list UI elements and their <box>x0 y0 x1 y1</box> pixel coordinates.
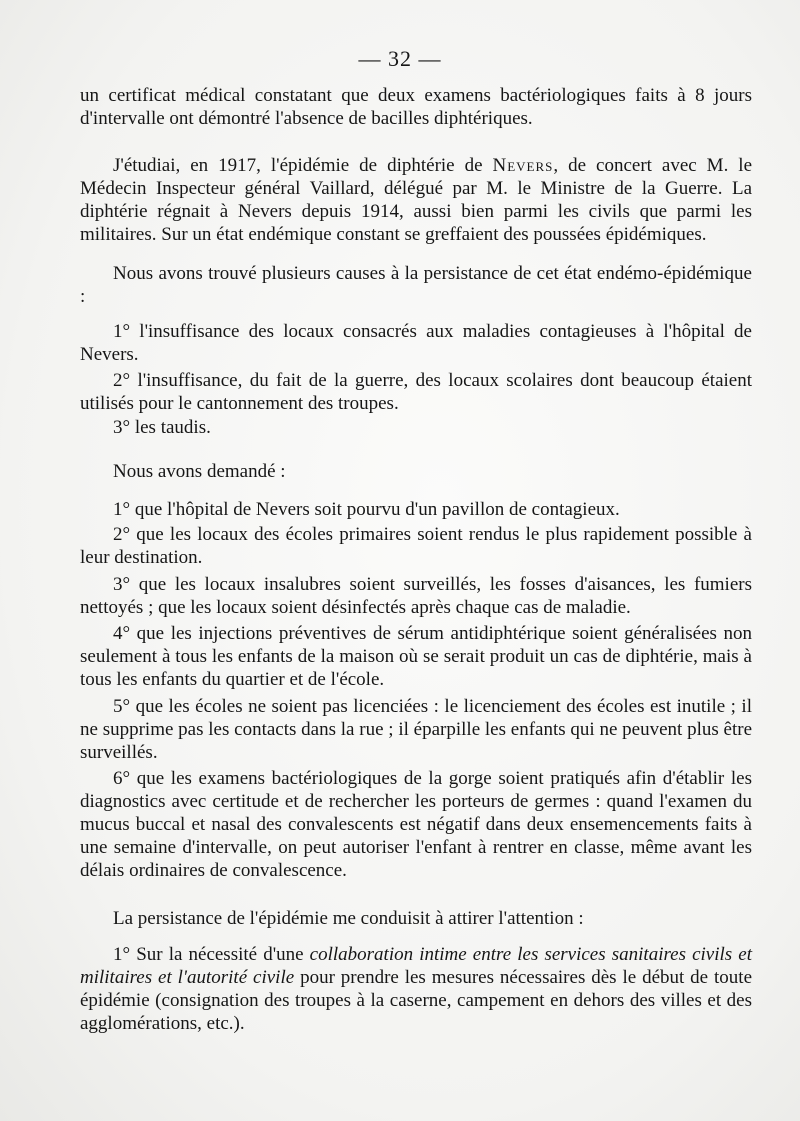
list-item-cause-3: 3° les taudis. <box>113 417 211 438</box>
list-item-request-1: 1° que l'hôpital de Nevers soit pourvu d'un pavillon de contagieux. <box>113 499 620 520</box>
text-segment: , de concert avec M. le Médecin Inspecteur général Vaillard, délégué par M. le Ministre de la Guerre. La diphtérie régnait à Nevers depuis 1914, aussi bien parmi les civils que parmi les militaires. Sur un état endémique constant se greffaient des poussées épidémiques. <box>80 155 753 245</box>
city-name-smallcaps: Nevers <box>492 155 554 176</box>
list-item-cause-2: 2° l'insuffisance, du fait de la guerre, des locaux scolaires dont beaucoup étaient utilisés pour le cantonnement des troupes. <box>80 370 752 414</box>
list-item-attention-1 <box>80 943 752 1035</box>
paragraph-requests-intro: Nous avons demandé : <box>113 461 286 482</box>
emphasized-text: collaboration intime entre les services sanitaires civils et militaires et l'autorité civile <box>80 944 752 988</box>
paragraph-persistence: La persistance de l'épidémie me conduisit à attirer l'attention : <box>113 908 584 929</box>
list-item-request-4: 4° que les injections préventives de sérum antidiphtérique soient généralisées non seulement à tous les enfants de la maison où se serait produit un cas de diphtérie, mais à tous les enfants du quartier et de l'école. <box>80 623 752 690</box>
list-item-request-5: 5° que les écoles ne soient pas licenciées : le licenciement des écoles est inutile ; il ne supprime pas les contacts dans la rue ; il éparpille les enfants qui ne peuvent plus être surveillés. <box>80 696 752 763</box>
list-item-request-3: 3° que les locaux insalubres soient surveillés, les fosses d'aisances, les fumiers nettoyés ; que les locaux soient désinfectés après chaque cas de maladie. <box>80 574 752 618</box>
text-segment: J'étudiai, en 1917, l'épidémie de diphtérie de <box>113 155 493 176</box>
list-item-cause-1: 1° l'insuffisance des locaux consacrés aux maladies contagieuses à l'hôpital de Nevers. <box>80 321 752 365</box>
list-item-request-2: 2° que les locaux des écoles primaires soient rendus le plus rapidement possible à leur destination. <box>80 524 752 568</box>
paragraph-continuation: un certificat médical constatant que deux examens bactériologiques faits à 8 jours d'intervalle ont démontré l'absence de bacilles diphtériques. <box>80 85 752 129</box>
text-segment: pour prendre les mesures nécessaires dès le début de toute épidémie (consignation des troupes à la caserne, campement en dehors des villes et des agglomérations, etc.). <box>80 967 752 1034</box>
list-item-request-6: 6° que les examens bactériologiques de la gorge soient pratiqués afin d'établir les diagnostics avec certitude et de rechercher les porteurs de germes : quand l'examen du mucus buccal et nasal des convalescents est négatif dans deux ensemencements faits à une semaine d'intervalle, on peut autoriser l'enfant à rentrer en classe, même avant les délais ordinaires de convalescence. <box>80 768 752 881</box>
paragraph-nevers-epidemic <box>80 154 752 246</box>
paragraph-causes-intro: Nous avons trouvé plusieurs causes à la persistance de cet état endémo-épidémique : <box>80 263 752 307</box>
page-number: — 32 — <box>358 46 442 71</box>
text-segment: 1° Sur la nécessité d'une <box>113 944 310 965</box>
